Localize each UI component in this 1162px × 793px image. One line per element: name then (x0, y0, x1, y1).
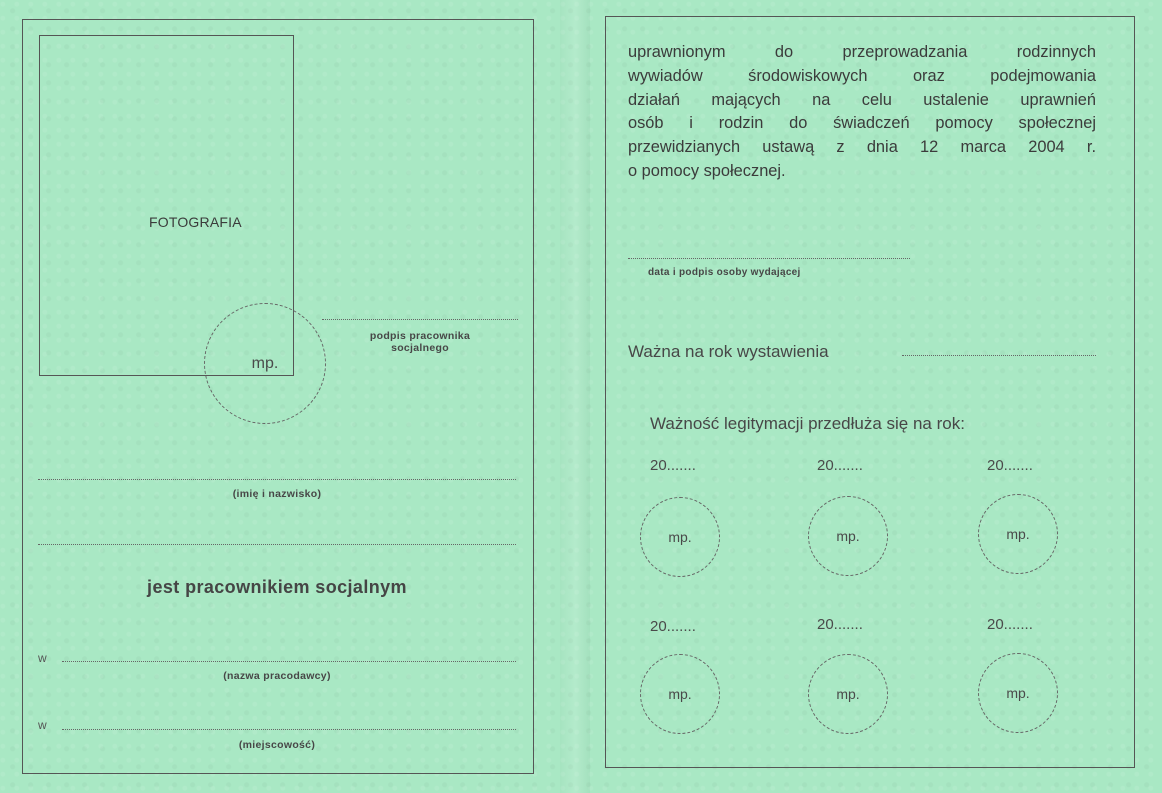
extension-stamp-label-6: mp. (1006, 685, 1030, 701)
authorization-line-2: wywiadów środowiskowych oraz podejmowania (628, 66, 1096, 85)
extension-year-3: 20....... (987, 457, 1033, 474)
extension-stamp-label-2: mp. (836, 528, 860, 544)
extension-stamp-3 (978, 494, 1058, 574)
location-prefix: w (38, 718, 47, 732)
authorization-text (628, 41, 1096, 184)
name-caption: (imię i nazwisko) (232, 488, 322, 500)
employer-prefix: w (38, 651, 47, 665)
extension-year-5: 20....... (817, 616, 863, 633)
authorization-line-6: o pomocy społecznej. (628, 161, 786, 180)
signature-caption-line1: podpis pracownika (369, 330, 471, 342)
name-line (38, 479, 516, 480)
authorization-line-4: osób i rodzin do świadczeń pomocy społecznej (628, 114, 1096, 133)
signature-caption (330, 330, 510, 354)
extension-stamp-2 (808, 496, 888, 576)
extension-stamp-label-1: mp. (668, 529, 692, 545)
extension-year-2: 20....... (817, 457, 863, 474)
extension-stamp-6 (978, 653, 1058, 733)
location-line (62, 729, 516, 730)
employer-caption: (nazwa pracodawcy) (223, 670, 331, 682)
extension-year-6: 20....... (987, 616, 1033, 633)
employer-line (62, 661, 516, 662)
valid-year-label: Ważna na rok wystawienia (628, 342, 829, 361)
authorization-line-5: przewidzianych ustawą z dnia 12 marca 2004 r. (628, 138, 1096, 157)
photo-label: FOTOGRAFIA (149, 214, 242, 230)
status-heading: jest pracownikiem socjalnym (147, 577, 407, 597)
stamp-label: mp. (251, 354, 279, 372)
booklet-spine (560, 0, 590, 793)
extension-year-1: 20....... (650, 457, 696, 474)
issuer-caption: data i podpis osoby wydającej (648, 267, 801, 278)
signature-caption-line2: socjalnego (391, 342, 449, 354)
extension-heading: Ważność legitymacji przedłuża się na rok: (650, 414, 965, 433)
authorization-line-3: działań mających na celu ustalenie uprawnień (628, 90, 1096, 109)
issuer-signature-line (628, 258, 910, 259)
extension-stamp-1 (640, 497, 720, 577)
location-caption: (miejscowość) (238, 739, 316, 751)
official-stamp-circle (204, 303, 326, 424)
extension-stamp-label-4: mp. (668, 686, 692, 702)
extension-year-4: 20....... (650, 618, 696, 635)
extension-stamp-5 (808, 654, 888, 734)
valid-year-line (902, 355, 1096, 356)
extension-stamp-label-5: mp. (836, 686, 860, 702)
signature-line (322, 319, 518, 320)
extension-stamp-label-3: mp. (1006, 526, 1030, 542)
authorization-line-1: uprawnionym do przeprowadzania rodzinnych (628, 43, 1096, 61)
name-line-2 (38, 544, 516, 545)
extension-stamp-4 (640, 654, 720, 734)
